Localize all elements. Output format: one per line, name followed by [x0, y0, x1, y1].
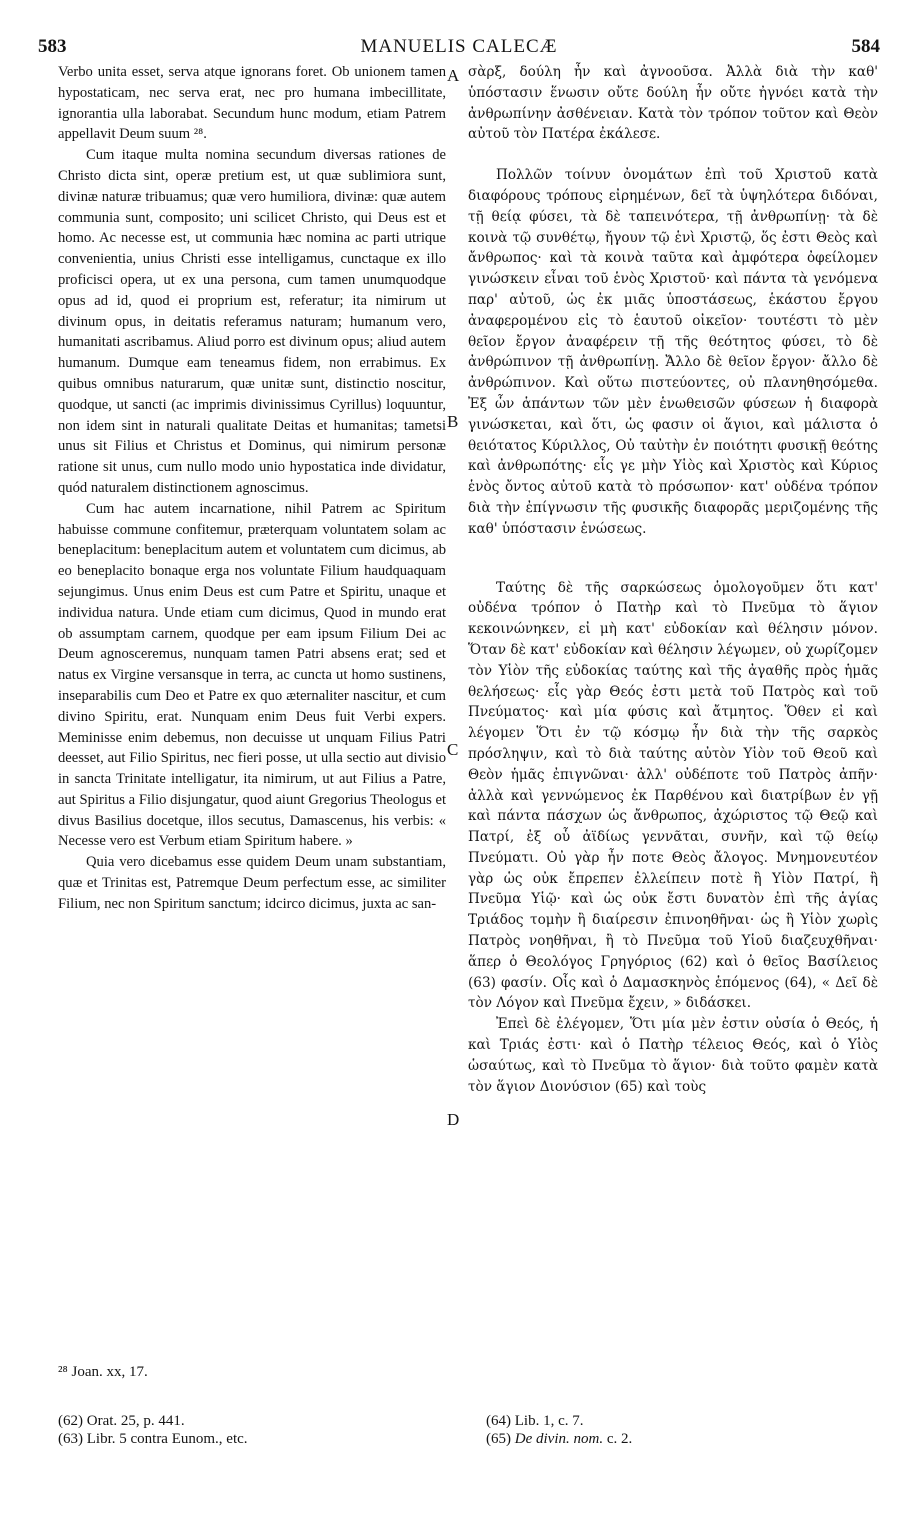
footnote-65-ref: c. 2.: [606, 1431, 633, 1447]
footnote-65-title: De divin. nom.: [514, 1431, 604, 1447]
page-number-right: 584: [851, 36, 880, 57]
latin-paragraph: Quia vero dicebamus esse quidem Deum unam substantiam, quæ et Trinitas est, Patremque Deum perfectum esse, ac similiter Filium, nec non Spiritum sanctum; idcirco dicimus, juxta ac san-: [58, 854, 446, 912]
section-marker-d: D: [447, 1110, 460, 1129]
latin-paragraph: Cum itaque multa nomina secundum diversas rationes de Christo dicta sint, operæ pretium est, ut quæ sublimiora sunt, divinæ naturæ tribuamus; quæ vero humiliora, divinæ: quæ autem communia sunt, composito; uni scilicet Christo, qui Deus est et homo. Ac necesse est, ut communia hæc nomina ac parti utrique convenientia, unius Christi esse intelligamus, cunctaque ex illo proficisci opera, ut ex una persona, cum tamen unumquodque opus ad id, quod ei proprium est, referatur; ita nimirum ut divinum opus, in deitatis referamus naturam; humanum vero, humanitati ascribamus. Aliud porro est divinum opus; aliud autem humanum. Dumque eam teneamus fidem, non errabimus. Ex quibus omnibus naturarum, quæ unitæ sunt, distinctio noscitur, quodque, ut sancti (ac imprimis divinissimus Cyrillus) loquuntur, non idem sint in naturali qualitate Deitas et humanitas; tametsi unus sit Filius et Christus et Dominus, qui nimirum personæ ratione sit unus, cum nullo modo unio hypostatica inde dividatur, quód naturalem distinctionem agnoscimus.: [58, 147, 446, 496]
footnote-text: ²⁸ Joan. xx, 17.: [58, 1364, 148, 1380]
running-title: MANUELIS CALECÆ: [360, 36, 558, 57]
latin-paragraph: Verbo unita esset, serva atque ignorans foret. Ob unionem tamen hypostaticam, nec serva erat, nec pro humana imbecillitate, ignorantia ulla laborabat. Secundum hunc modum, etiam Patrem appellavit Deum suum ²⁸.: [58, 64, 446, 143]
footnotes-left: [58, 1412, 248, 1448]
greek-column: [468, 62, 878, 1097]
page-number-left: 583: [38, 36, 67, 57]
greek-paragraph: Πολλῶν τοίνυν ὀνομάτων ἐπὶ τοῦ Χριστοῦ κατὰ διαφόρους τρόπους εἰρημένων, δεῖ τὰ ὑψηλότερα διδόναι, τῇ θείᾳ φύσει, τὰ δὲ ταπεινότερα, τῇ ἀνθρωπίνῃ· τὰ δὲ κοινὰ τῷ συνθέτῳ, ἤγουν τῷ ἑνὶ Χριστῷ, ὅς ἐστι Θεὸς καὶ ἄνθρωπος· καὶ τὰ κοινὰ ταῦτα καὶ ἀμφότερα ὀφείλομεν γινώσκειν εἶναι τοῦ ἑνὸς Χριστοῦ· καὶ πάντα τὰ γενόμενα παρ' αὐτοῦ, ὡς ἐκ μιᾶς ὑποστάσεως, ἑκάστου ἔργου ἀναφερομένου εἰς τὸ ἑαυτοῦ οἰκεῖον· τουτέστι τὸ μὲν θεῖον ἔργον ἀναφέρειν τῇ τῆς θεότητος φύσει, τὸ δὲ ἀνθρώπινον τῇ ἀνθρωπίνῃ. Ἄλλο δὲ θεῖον ἔργον· ἄλλο δὲ ἀνθρώπινον. Καὶ οὕτω πιστεύοντες, οὐ πλανηθησόμεθα. Ἐξ ὧν ἁπάντων τῶν μὲν ἑνωθεισῶν φύσεων ἡ διαφορὰ γινώσκεται, καὶ ὅτι, ὡς φασιν οἱ ἅγιοι, καὶ μάλιστα ὁ θειότατος Κύριλλος, Οὐ ταὐτὴν ἐν ποιότητι φυσικῇ θεότης καὶ ἀνθρωπότης· εἷς γε μὴν Υἱὸς καὶ Χριστὸς καὶ Κύριος ἑνὸς ὄντος αὐτοῦ κατὰ τὸ πρόσωπον· κατ' οὐδένα τρόπον διὰ τὴν ἐπίγνωσιν τῆς φυσικῆς διαφορᾶς μεριζομένης τῆς καθ' ὑπόστασιν ἑνώσεως.: [468, 167, 878, 537]
page-header: [38, 36, 880, 60]
footnote-62: (62) Orat. 25, p. 441.: [58, 1413, 185, 1429]
greek-paragraph: σὰρξ, δούλη ἦν καὶ ἀγνοοῦσα. Ἀλλὰ διὰ τὴν καθ' ὑπόστασιν ἕνωσιν οὔτε δούλη ἦν οὔτε ἠγνόει κατὰ τὴν ἀνθρωπίνην ἀσθένειαν. Κατὰ τὸν τρόπον τοῦτον καὶ Θεὸν αὐτοῦ τὸν Πατέρα ἐκάλεσε.: [468, 64, 878, 143]
footnote-65: [486, 1430, 632, 1448]
section-marker-b: B: [447, 412, 459, 431]
latin-column: [58, 62, 446, 915]
footnote-63: (63) Libr. 5 contra Eunom., etc.: [58, 1431, 248, 1447]
section-marker-c: C: [447, 740, 459, 759]
greek-paragraph: Ταύτης δὲ τῆς σαρκώσεως ὁμολογοῦμεν ὅτι κατ' οὐδένα τρόπον ὁ Πατὴρ καὶ τὸ Πνεῦμα τὸ ἅγιον κεκοινώνηκεν, εἰ μὴ κατ' εὐδοκίαν καὶ θέλησιν μόνον. Ὅταν δὲ κατ' εὐδοκίαν καὶ θέλησιν λέγωμεν, οὐ χωρίζομεν τὸν Υἱὸν τῆς εὐδοκίας ταύτης καὶ τῆς ἀγαθῆς πρὸς ἡμᾶς θελήσεως· εἷς γὰρ Θεός ἐστι μετὰ τοῦ Πατρὸς καὶ τοῦ Πνεύματος· καὶ μία φύσις καὶ ἄτμητος. Ὅθεν εἰ καὶ λέγομεν Ὅτι ἐν τῷ κόσμῳ ἦν διὰ τὴν τῆς σαρκὸς πρόσληψιν, καὶ τὸ διὰ ταύτης αὐτὸν Υἱὸν τοῦ Θεοῦ καὶ Θεὸν ἡμᾶς ἐπιγνῶναι· ἀλλ' οὐδέποτε τοῦ Πατρὸς ἀπῆν· ἀλλὰ καὶ γεννώμενος ἐκ Παρθένου καὶ διατρίβων ἐν γῇ καὶ πάντα πάσχων ὡς ἄνθρωπος, ἀχώριστος τῷ Θεῷ καὶ Πατρί, ἐξ οὗ ἀϊδίως γεννᾶται, συνῆν, καὶ τῷ θείῳ Πνεύματι. Οὐ γὰρ ἦν ποτε Θεὸς ἄλογος. Μνημονευτέον γὰρ ὡς οὐκ ἔπρεπεν ἐλλείπειν ποτὲ ἢ Υἱὸν Πατρί, ἢ Πνεῦμα Υἱῷ· καὶ ὡς οὐκ ἔστι δυνατὸν ἐπὶ τῆς ἁγίας Τριάδος τομὴν ἢ διαίρεσιν ἐπινοηθῆναι· ὡς ἢ Υἱὸν χωρὶς Πατρὸς νοηθῆναι, ἢ τὸ Πνεῦμα τοῦ Υἱοῦ διαζευχθῆναι· ἅπερ ὁ Θεολόγος Γρηγόριος (62) καὶ ὁ θεῖος Βασίλειος (63) φασίν. Οἷς καὶ ὁ Δαμασκηνὸς ἑπόμενος (64), « Δεῖ δὲ τὸν Λόγον καὶ Πνεῦμα ἔχειν, » διδάσκει.: [468, 579, 878, 1012]
section-marker-a: A: [447, 66, 460, 85]
footnote-65-number: (65): [486, 1431, 511, 1447]
footnote-64: (64) Lib. 1, c. 7.: [486, 1413, 584, 1429]
scripture-footnote: [58, 1364, 148, 1381]
greek-paragraph: Ἐπεὶ δὲ ἐλέγομεν, Ὅτι μία μὲν ἐστιν οὐσία ὁ Θεός, ἡ καὶ Τριάς ἐστι· καὶ ὁ Πατὴρ τέλειος Θεός, καὶ ὁ Υἱὸς ὡσαύτως, καὶ τὸ Πνεῦμα τὸ ἅγιον· διὰ τοῦτο φαμὲν κατὰ τὸν ἅγιον Διονύσιον (65) καὶ τοὺς: [468, 1016, 878, 1095]
footnotes-right: [486, 1412, 632, 1448]
latin-paragraph: Cum hac autem incarnatione, nihil Patrem ac Spiritum habuisse commune confitemur, præterquam voluntatem solam ac beneplacitum: beneplacitum autem et voluntatem cum dicimus, ab eo beneplacito bonaque erga nos voluntate Filium haudquaquam sejungimus. Unus enim Deus est cum Patre et Spiritu, unaque et individua natura. Unde etiam cum dicimus, Quod in mundo erat ob assumptam carnem, quodque per eam ipsum Filium Dei ac Deum agnosceremus, nunquam tamen Patri absens erat; sed et natus ex Virgine versansque in terra, ac cuncta ut homo sustinens, inseparabilis cum Deo et Patre ex quo æternaliter nascitur, et cum divino Spiritu, erat. Nunquam enim Deus fuit Verbi expers. Meminisse enim debemus, non decuisse ut unquam Filius Patri deesset, aut Filio Spiritus, nec fieri posse, ut ulla sectio aut divisio in sancta Trinitate intelligatur, ita nimirum, ut aut Filius a Patre, aut Spiritus a Filio disjungatur, quod aiunt Gregorius Theologus et divus Basilius docetque, illos secutus, Damascenus, his verbis: « Necesse vero est Verbum etiam Spiritum habere. »: [58, 500, 446, 850]
